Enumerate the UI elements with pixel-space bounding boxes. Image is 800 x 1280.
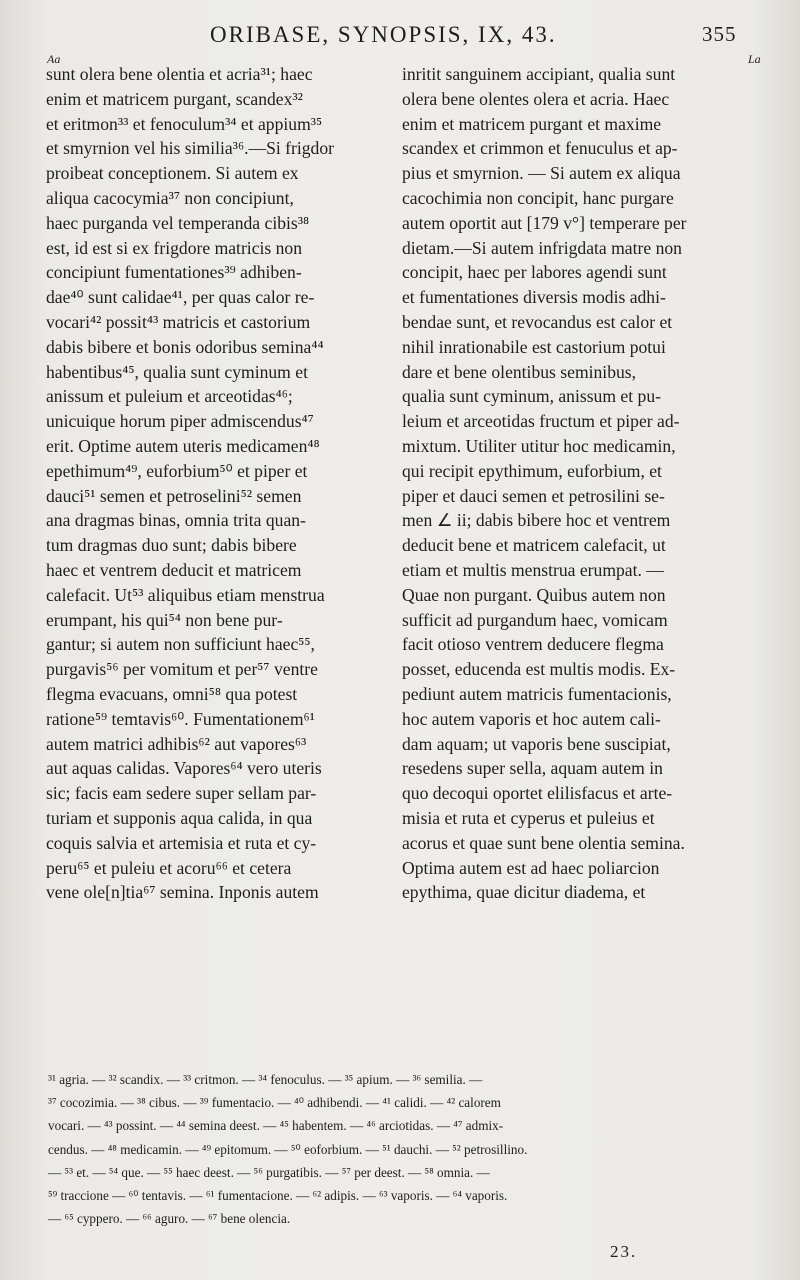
- left-column-line: aut aquas calidas. Vapores⁶⁴ vero uteris: [46, 758, 322, 779]
- right-column-line: facit otioso ventrem deducere flegma: [402, 634, 664, 655]
- right-column-line: etiam et multis menstrua erumpat. —: [402, 559, 664, 580]
- left-column-line: enim et matricem purgant, scandex³²: [46, 88, 303, 109]
- left-column-line: erit. Optime autem uteris medicamen⁴⁸: [46, 435, 320, 456]
- right-column-line: posset, educenda est multis modis. Ex-: [402, 659, 676, 680]
- right-column-line: pius et smyrnion. — Si autem ex aliqua: [402, 163, 681, 184]
- right-column-line: inritit sanguinem accipiant, qualia sunt: [402, 64, 676, 84]
- footnote-line: vocari. — ⁴³ possint. — ⁴⁴ semina deest. — ⁴⁵ habentem. — ⁴⁶ arciotidas. — ⁴⁷ admix-: [48, 1118, 504, 1134]
- footnote-line: — ⁶⁵ cyppero. — ⁶⁶ aguro. — ⁶⁷ bene olencia.: [48, 1211, 291, 1227]
- footnote-line: ⁵⁹ traccione — ⁶⁰ tentavis. — ⁶¹ fumentacione. — ⁶² adipis. — ⁶³ vaporis. — ⁶⁴ vaporis.: [48, 1187, 508, 1203]
- left-column-line: flegma evacuans, omni⁵⁸ qua potest: [46, 683, 298, 704]
- left-column-text: [46, 62, 411, 905]
- left-column-line: vocari⁴² possit⁴³ matricis et castorium: [46, 311, 311, 332]
- left-column-line: peru⁶⁵ et puleiu et acoru⁶⁶ et cetera: [46, 857, 292, 878]
- left-column-line: sunt olera bene olentia et acria³¹; haec: [46, 64, 313, 84]
- left-column-marker: Aa: [47, 52, 61, 66]
- right-column-line: resedens super sella, aquam autem in: [402, 758, 663, 779]
- left-column-line: ratione⁵⁹ temtavis⁶⁰. Fumentationem⁶¹: [46, 708, 315, 729]
- left-column-line: proibeat conceptionem. Si autem ex: [46, 163, 299, 184]
- left-column-line: et eritmon³³ et fenoculum³⁴ et appium³⁵: [46, 113, 323, 134]
- left-column-line: anissum et puleium et arceotidas⁴⁶;: [46, 386, 293, 407]
- right-column-line: Optima autem est ad haec poliarcion: [402, 857, 660, 878]
- left-column-line: turiam et supponis aqua calida, in qua: [46, 807, 313, 828]
- left-column-line: purgavis⁵⁶ per vomitum et per⁵⁷ ventre: [46, 659, 318, 680]
- right-column-line: deducit bene et matricem calefacit, ut: [402, 535, 666, 556]
- left-column-line: aliqua cacocymia³⁷ non concipiunt,: [46, 187, 294, 208]
- printer-signature: 23.: [610, 1242, 638, 1261]
- left-column-line: haec purganda vel temperanda cibis³⁸: [46, 212, 310, 233]
- right-column-marker: La: [748, 52, 761, 66]
- right-column-line: bendae sunt, et revocandus est calor et: [402, 311, 673, 332]
- footnote-line: cendus. — ⁴⁸ medicamin. — ⁴⁹ epitomum. — ⁵⁰ eoforbium. — ⁵¹ dauchi. — ⁵² petrosillino.: [48, 1141, 528, 1157]
- footnotes: [48, 1068, 768, 1230]
- right-column-line: misia et ruta et cyperus et puleius et: [402, 807, 655, 828]
- right-column-line: nihil inrationabile est castorium potui: [402, 336, 666, 357]
- left-column-line: tum dragmas duo sunt; dabis bibere: [46, 535, 297, 556]
- right-column-line: qualia sunt cyminum, anissum et pu-: [402, 386, 661, 407]
- footnote-line: ³⁷ cocozimia. — ³⁸ cibus. — ³⁹ fumentacio. — ⁴⁰ adhibendi. — ⁴¹ calidi. — ⁴² calorem: [48, 1095, 501, 1111]
- left-column-line: habentibus⁴⁵, qualia sunt cyminum et: [46, 361, 308, 382]
- left-column-line: coquis salvia et artemisia et ruta et cy-: [46, 832, 317, 853]
- right-column-line: acorus et quae sunt bene olentia semina.: [402, 832, 685, 853]
- right-column-line: quo decoqui oportet elilisfacus et arte-: [402, 783, 673, 804]
- footnote-line: ³¹ agria. — ³² scandix. — ³³ critmon. — ³⁴ fenoculus. — ³⁵ apium. — ³⁶ semilia. —: [48, 1072, 483, 1087]
- left-column-line: unicuique horum piper admiscendus⁴⁷: [46, 411, 314, 432]
- right-column-line: dare et bene olentibus seminibus,: [402, 361, 637, 382]
- left-column-line: gantur; si autem non sufficiunt haec⁵⁵,: [46, 634, 315, 655]
- left-column-line: erumpant, his qui⁵⁴ non bene pur-: [46, 609, 283, 630]
- right-column-line: concipit, haec per labores agendi sunt: [402, 262, 667, 283]
- right-column-line: leium et arceotidas fructum et piper ad-: [402, 411, 680, 432]
- left-column-line: calefacit. Ut⁵³ aliquibus etiam menstrua: [46, 584, 325, 605]
- running-title: ORIBASE, SYNOPSIS, IX, 43.: [210, 22, 557, 47]
- right-column-line: dam aquam; ut vaporis bene suscipiat,: [402, 733, 671, 754]
- right-column-text: [402, 62, 767, 905]
- left-column-line: haec et ventrem deducit et matricem: [46, 559, 302, 580]
- right-column-line: pediunt autem matricis fumentacionis,: [402, 683, 672, 704]
- right-column-line: sufficit ad purgandum haec, vomicam: [402, 609, 668, 630]
- right-column-line: et fumentationes diversis modis adhi-: [402, 287, 666, 308]
- right-column-line: Quae non purgant. Quibus autem non: [402, 584, 666, 605]
- right-column-line: hoc autem vaporis et hoc autem cali-: [402, 708, 661, 729]
- left-column-line: et smyrnion vel his similia³⁶.—Si frigdor: [46, 138, 335, 159]
- right-column-line: scandex et crimmon et fenuculus et ap-: [402, 138, 678, 159]
- right-column-line: cacochimia non concipit, hanc purgare: [402, 187, 674, 208]
- right-column-line: qui recipit epythimum, euforbium, et: [402, 460, 662, 481]
- left-column-line: dabis bibere et bonis odoribus semina⁴⁴: [46, 336, 324, 357]
- left-column-line: est, id est si ex frigdore matricis non: [46, 237, 303, 258]
- right-column-line: piper et dauci semen et petrosilini se-: [402, 485, 665, 506]
- left-column-line: autem matrici adhibis⁶² aut vapores⁶³: [46, 733, 307, 754]
- right-column-line: olera bene olentes olera et acria. Haec: [402, 88, 670, 109]
- left-column-line: epethimum⁴⁹, euforbium⁵⁰ et piper et: [46, 460, 308, 481]
- right-column-line: men ∠ ii; dabis bibere hoc et ventrem: [402, 510, 671, 531]
- left-column-line: dauci⁵¹ semen et petroselini⁵² semen: [46, 485, 302, 506]
- left-column-line: sic; facis eam sedere super sellam par-: [46, 783, 317, 804]
- page-header: [0, 22, 800, 56]
- left-column-line: dae⁴⁰ sunt calidae⁴¹, per quas calor re-: [46, 287, 315, 308]
- left-column-line: ana dragmas binas, omnia trita quan-: [46, 510, 306, 531]
- right-column-line: epythima, quae dicitur diadema, et: [402, 882, 646, 903]
- footnote-line: — ⁵³ et. — ⁵⁴ que. — ⁵⁵ haec deest. — ⁵⁶ purgatibis. — ⁵⁷ per deest. — ⁵⁸ omnia. —: [48, 1164, 490, 1180]
- right-column-line: mixtum. Utiliter utitur hoc medicamin,: [402, 435, 676, 456]
- page-number: 355: [702, 22, 737, 46]
- left-column-line: vene ole[n]tia⁶⁷ semina. Inponis autem: [46, 882, 319, 903]
- right-column-line: dietam.—Si autem infrigdata matre non: [402, 237, 682, 258]
- left-column-line: concipiunt fumentationes³⁹ adhiben-: [46, 262, 302, 283]
- right-column-line: autem oportit aut [179 v°] temperare per: [402, 212, 687, 233]
- right-column-line: enim et matricem purgant et maxime: [402, 113, 662, 134]
